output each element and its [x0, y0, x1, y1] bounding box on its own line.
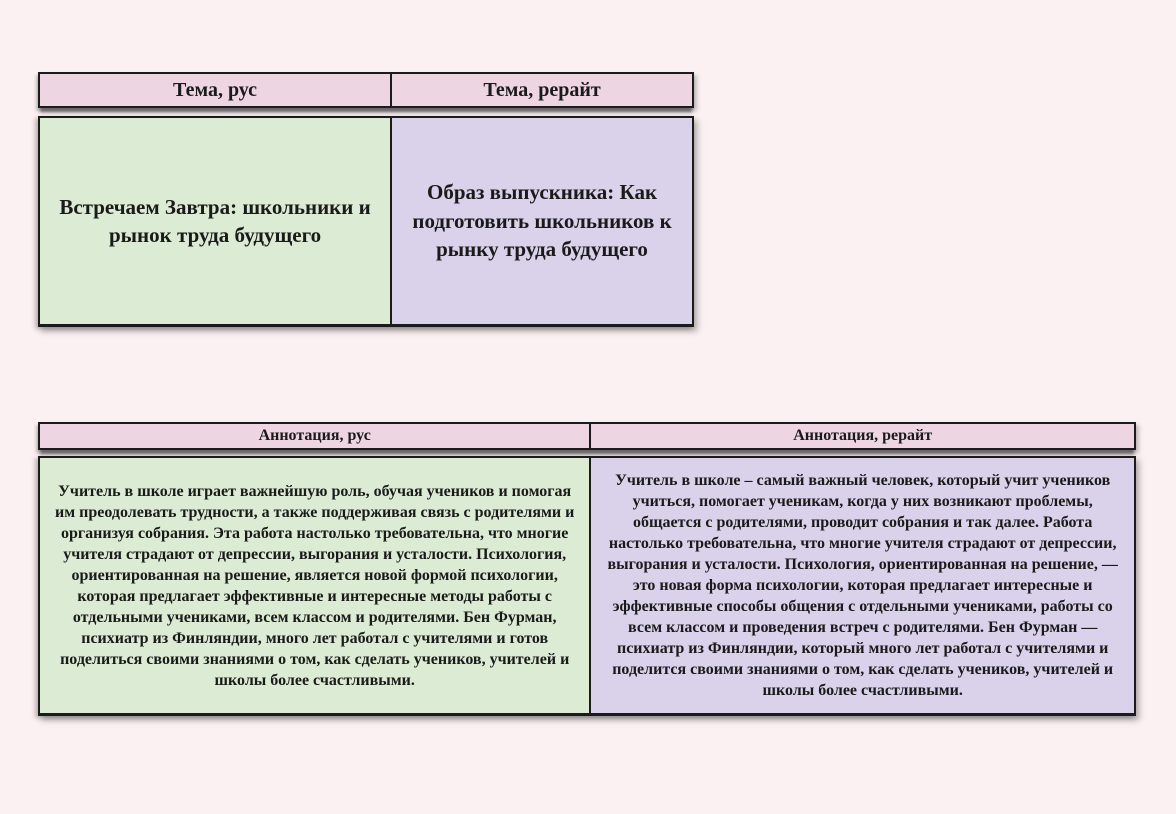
topics-header-rewrite: Тема, рерайт [392, 74, 692, 106]
topics-header-rus: Тема, рус [40, 74, 392, 106]
annotations-table [38, 422, 1136, 716]
annotations-header-row [38, 422, 1136, 450]
annotations-header-rus: Аннотация, рус [40, 424, 591, 448]
annotations-cell-rewrite: Учитель в школе – самый важный человек, который учит учеников учиться, помогает ученикам, когда у них возникают проблемы, общается с родителями, проводит собрания и так далее. Работа настолько требовательна, что многие учителя страдают от депрессии, выгорания и усталости. Психология, ориентированная на решение, — это новая форма психологии, которая предлагает интересные и эффективные способы общения с отдельными учениками, работы со всем классом и проведения встреч с родителями. Бен Фурман — психиатр из Финляндии, который много лет работал с учителями и поделится своими знаниями о том, как сделать учеников, учителей и школы более счастливыми. [591, 458, 1134, 713]
topics-header-row [38, 72, 694, 108]
annotations-body-row [38, 456, 1136, 716]
topics-table [38, 72, 694, 327]
topics-cell-rewrite: Образ выпускника: Как подготовить школьников к рынку труда будущего [392, 118, 692, 324]
annotations-cell-rus: Учитель в школе играет важнейшую роль, обучая учеников и помогая им преодолевать трудности, а также поддерживая связь с родителями и организуя собрания. Эта работа настолько требовательна, что многие учителя страдают от депрессии, выгорания и усталости. Психология, ориентированная на решение, является новой формой психологии, которая предлагает эффективные и интересные методы работы с отдельными учениками, всем классом и родителями. Бен Фурман, психиатр из Финляндии, много лет работал с учителями и готов поделиться своими знаниями о том, как сделать учеников, учителей и школы более счастливыми. [40, 458, 591, 713]
topics-cell-rus: Встречаем Завтра: школьники и рынок труда будущего [40, 118, 392, 324]
annotations-header-rewrite: Аннотация, рерайт [591, 424, 1134, 448]
topics-body-row [38, 116, 694, 327]
